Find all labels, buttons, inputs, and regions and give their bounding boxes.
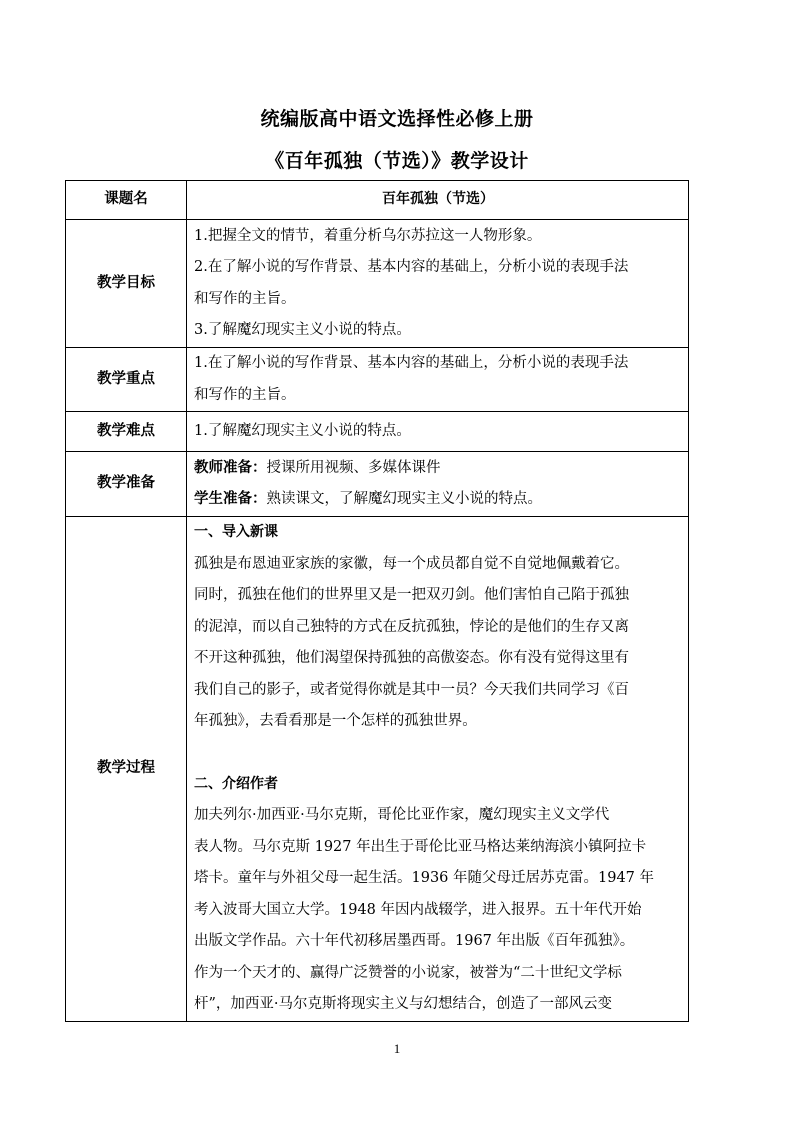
goal-line: 1.把握全文的情节，着重分析乌尔苏拉这一人物形象。 — [194, 227, 542, 244]
student-preparation-label: 学生准备： — [194, 491, 267, 507]
table-row-topic — [66, 181, 689, 220]
author-line: 作为一个天才的、赢得广泛赞誉的小说家，被誉为“二十世纪文学标 — [194, 964, 622, 981]
author-line: 出版文学作品。六十年代初移居墨西哥。1967 年出版《百年孤独》。 — [194, 933, 635, 949]
lesson-plan-table — [65, 180, 689, 1022]
value-difficulties — [187, 412, 689, 452]
intro-line: 年孤独》，去看看那是一个怎样的孤独世界。 — [194, 713, 477, 729]
section-title-intro: 一、导入新课 — [194, 524, 278, 540]
page-number: 1 — [393, 1041, 401, 1056]
table-row-difficulties — [66, 412, 689, 452]
goal-line: 3.了解魔幻现实主义小说的特点。 — [194, 322, 411, 338]
student-preparation — [194, 484, 682, 516]
table-row-key-points — [66, 348, 689, 412]
document-title-line-1: 统编版高中语文选择性必修上册 — [260, 108, 534, 130]
author-line: 杆”，加西亚·马尔克斯将现实主义与幻想结合，创造了一部风云变 — [194, 996, 613, 1012]
table-row-goals — [66, 220, 689, 348]
teacher-preparation-label: 教师准备： — [194, 459, 267, 476]
value-topic: 百年孤独（节选） — [187, 181, 689, 220]
intro-line: 孤独是布恩迪亚家族的家徽，每一个成员都自觉不自觉地佩戴着它。 — [194, 555, 629, 572]
key-point-line: 和写作的主旨。 — [194, 386, 296, 403]
label-preparation: 教学准备 — [66, 452, 187, 517]
paragraph-spacer — [194, 738, 682, 769]
author-line: 表人物。马尔克斯 1927 年出生于哥伦比亚马格达莱纳海滨小镇阿拉卡 — [194, 838, 647, 855]
label-goals: 教学目标 — [66, 220, 187, 348]
student-preparation-text: 熟读课文，了解魔幻现实主义小说的特点。 — [266, 491, 542, 507]
label-process: 教学过程 — [66, 517, 187, 1022]
label-key-points: 教学重点 — [66, 348, 187, 412]
intro-line: 的泥淖，而以自己独特的方式在反抗孤独，悖论的是他们的生存又离 — [194, 618, 629, 635]
value-goals — [187, 220, 689, 348]
goal-line: 2.在了解小说的写作背景、基本内容的基础上，分析小说的表现手法 — [194, 259, 629, 275]
difficulty-line: 1.了解魔幻现实主义小说的特点。 — [194, 422, 411, 439]
author-line: 塔卡。童年与外祖父母一起生活。1936 年随父母迁居苏克雷。1947 年 — [194, 870, 655, 886]
intro-line: 我们自己的影子，或者觉得你就是其中一员？今天我们共同学习《百 — [194, 681, 629, 698]
teacher-preparation — [194, 453, 682, 485]
label-topic: 课题名 — [66, 181, 187, 220]
key-point-line: 1.在了解小说的写作背景、基本内容的基础上，分析小说的表现手法 — [194, 355, 629, 371]
label-difficulties: 教学难点 — [66, 412, 187, 452]
teacher-preparation-text: 授课所用视频、多媒体课件 — [266, 459, 441, 476]
value-process — [187, 517, 689, 1022]
value-key-points — [187, 348, 689, 412]
table-row-preparation — [66, 452, 689, 517]
table-row-process — [66, 517, 689, 1022]
document-title-line-2: 《百年孤独（节选）》教学设计 — [265, 150, 529, 172]
intro-line: 不开这种孤独，他们渴望保持孤独的高傲姿态。你有没有觉得这里有 — [194, 650, 629, 666]
goal-line: 和写作的主旨。 — [194, 290, 296, 307]
section-title-author: 二、介绍作者 — [194, 775, 278, 792]
value-preparation — [187, 452, 689, 517]
author-line: 考入波哥大国立大学。1948 年因内战辍学，进入报界。五十年代开始 — [194, 901, 642, 918]
intro-line: 同时，孤独在他们的世界里又是一把双刃剑。他们害怕自己陷于孤独 — [194, 587, 629, 603]
author-line: 加夫列尔·加西亚·马尔克斯，哥伦比亚作家，魔幻现实主义文学代 — [194, 807, 610, 823]
